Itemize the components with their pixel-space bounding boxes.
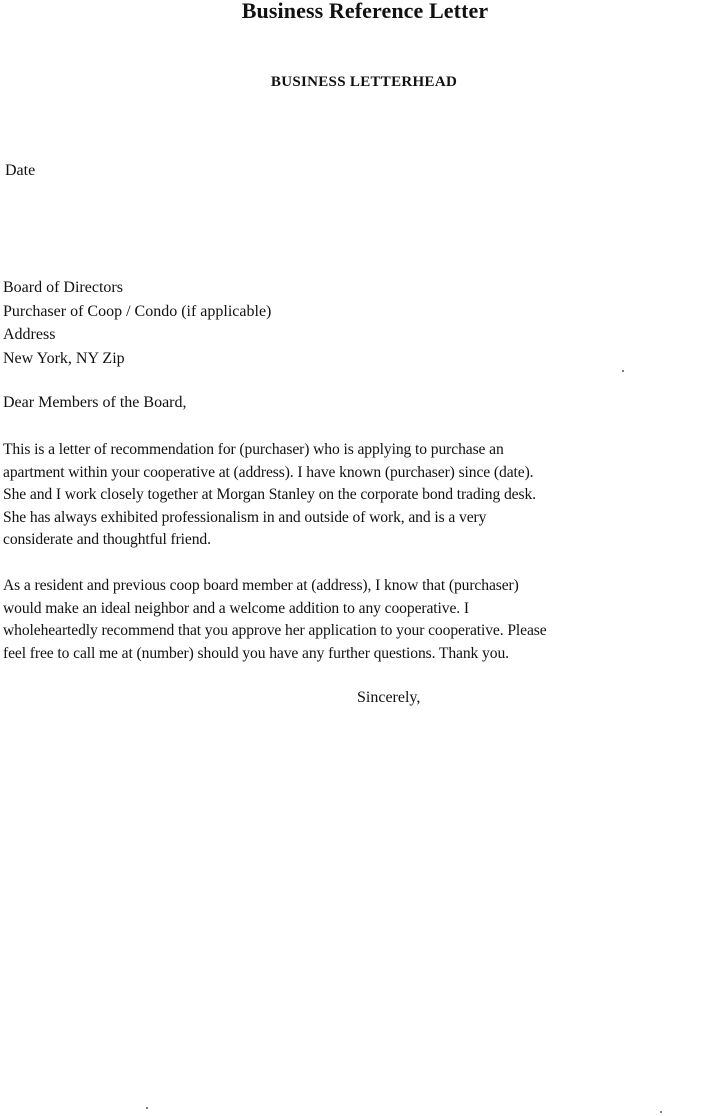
- scan-speck: [146, 1107, 148, 1109]
- date-line: Date: [5, 162, 36, 179]
- paragraph-line: would make an ideal neighbor and a welcome addition to any cooperative. I: [3, 599, 469, 617]
- document-title: Business Reference Letter: [241, 0, 489, 23]
- paragraph-line: apartment within your cooperative at (address). I have known (purchaser) since (date).: [3, 463, 534, 481]
- paragraph-line: As a resident and previous coop board member at (address), I know that (purchaser): [3, 577, 519, 594]
- paragraph-line: considerate and thoughtful friend.: [3, 531, 211, 548]
- scan-speck: [660, 1111, 662, 1113]
- paragraph-line: This is a letter of recommendation for (purchaser) who is applying to purchase an: [3, 441, 504, 458]
- paragraph-line: She and I work closely together at Morgan Stanley on the corporate bond trading desk.: [3, 486, 536, 503]
- closing: Sincerely,: [357, 689, 421, 706]
- recipient-address-block: [3, 276, 271, 370]
- paragraph-line: wholeheartedly recommend that you approve her application to your cooperative. Please: [3, 622, 547, 639]
- recipient-line: Address: [3, 326, 56, 343]
- body-paragraph-1: [3, 439, 708, 552]
- recipient-line: New York, NY Zip: [3, 349, 125, 367]
- recipient-line: Purchaser of Coop / Condo (if applicable): [3, 302, 272, 320]
- body-paragraph-2: [3, 575, 708, 665]
- paragraph-line: She has always exhibited professionalism in and outside of work, and is a very: [3, 508, 487, 526]
- paragraph-line: feel free to call me at (number) should you have any further questions. Thank you.: [3, 644, 509, 662]
- scan-speck: [622, 370, 624, 372]
- salutation: Dear Members of the Board,: [3, 394, 187, 411]
- recipient-line: Board of Directors: [3, 279, 123, 296]
- letterhead: BUSINESS LETTERHEAD: [270, 74, 458, 90]
